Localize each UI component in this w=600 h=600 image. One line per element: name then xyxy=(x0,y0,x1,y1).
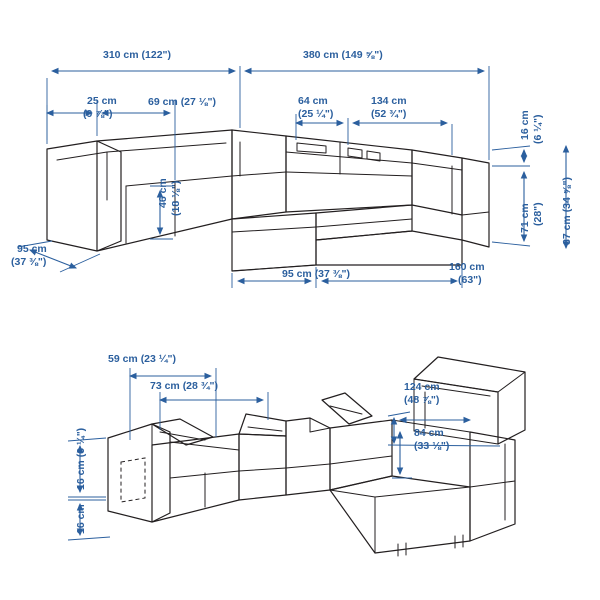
bottom-view-dimensions xyxy=(68,353,500,540)
label-back-height-in: (28") xyxy=(532,202,544,226)
label-seat-depth-left: 69 cm (27 ⅛") xyxy=(148,96,217,108)
label-depth-left-in: (37 ⅜") xyxy=(11,256,47,268)
label-open-lid-width-2: 73 cm (28 ¾") xyxy=(150,380,219,392)
label-armrest-height: 16 cm xyxy=(519,110,531,140)
label-seat-height-back-in: (18 ⅛") xyxy=(170,180,182,216)
label-total-height: 87 cm (34 ⅝") xyxy=(561,176,573,245)
label-base-height-2: 16 cm xyxy=(75,504,87,534)
label-open-lid-width: 59 cm (23 ¼") xyxy=(108,353,177,365)
label-chaise-depth-in: (63") xyxy=(458,274,482,286)
label-cushion-width-large: 134 cm xyxy=(371,95,407,107)
label-base-height: 16 cm (6 ¼") xyxy=(75,427,87,490)
label-seat-height-back: 46 cm xyxy=(157,178,169,208)
label-chaise-depth: 160 cm xyxy=(449,261,485,273)
label-width-left-section: 310 cm (122") xyxy=(103,49,172,61)
label-cushion-width-small-in: (25 ¼") xyxy=(298,108,334,120)
label-armrest-height-in: (6 ¼") xyxy=(532,114,544,144)
label-cushion-width-small: 64 cm xyxy=(298,95,328,107)
label-storage-depth: 84 cm xyxy=(414,427,444,439)
label-open-lid-height: 124 cm xyxy=(404,381,440,393)
label-armrest-width: 25 cm xyxy=(87,95,117,107)
label-width-right-section: 380 cm (149 ⅝") xyxy=(303,49,383,61)
top-view-sofa-illustration xyxy=(47,130,489,271)
label-open-lid-height-in: (48 ⅞") xyxy=(404,394,440,406)
label-armrest-width-in: (9 ⅞") xyxy=(83,108,113,120)
label-back-height: 71 cm xyxy=(519,203,531,233)
label-cushion-width-large-in: (52 ¾") xyxy=(371,108,407,120)
label-storage-depth-in: (33 ⅛") xyxy=(414,440,450,452)
label-depth-left: 95 cm xyxy=(17,243,47,255)
label-depth-front: 95 cm (37 ⅜") xyxy=(282,268,351,280)
